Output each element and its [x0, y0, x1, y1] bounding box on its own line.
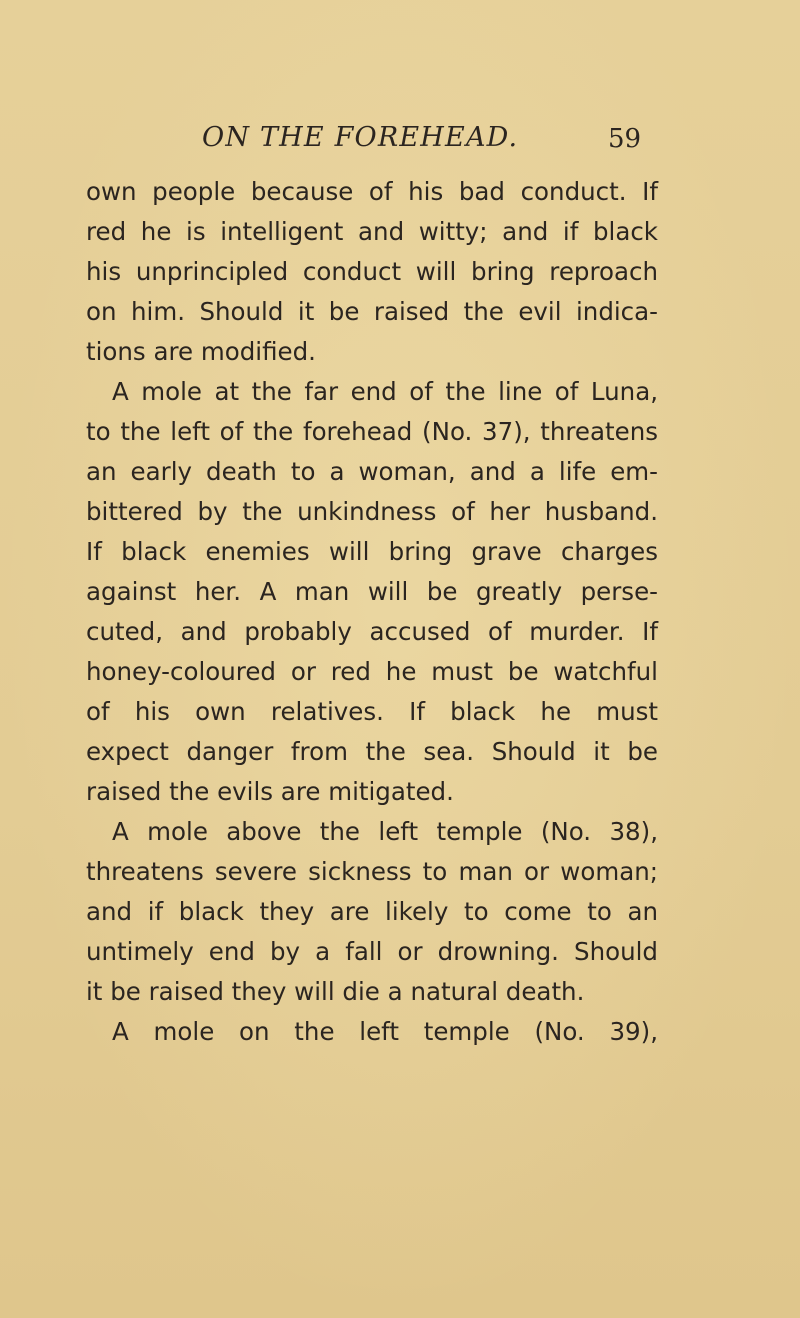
running-head	[0, 118, 800, 158]
page-number: 59	[608, 124, 642, 154]
running-head-title: ON THE FOREHEAD.	[202, 122, 519, 153]
text-line: an early death to a woman, and a life em-	[86, 457, 658, 486]
text-line: threatens severe sickness to man or woman;	[86, 857, 658, 886]
text-line: of his own relatives. If black he must	[86, 697, 658, 726]
text-line: raised the evils are mitigated.	[86, 777, 454, 806]
text-line: and if black they are likely to come to an	[86, 897, 658, 926]
text-line: tions are modified.	[86, 337, 316, 366]
text-line: bittered by the unkindness of her husband.	[86, 497, 658, 526]
text-line: If black enemies will bring grave charges	[86, 537, 658, 566]
text-line: expect danger from the sea. Should it be	[86, 737, 658, 766]
text-line: A mole on the left temple (No. 39),	[112, 1017, 658, 1046]
text-line: untimely end by a fall or drowning. Should	[86, 937, 658, 966]
text-line: own people because of his bad conduct. If	[86, 177, 658, 206]
text-line: his unprincipled conduct will bring reproach	[86, 257, 658, 286]
text-line: cuted, and probably accused of murder. If	[86, 617, 658, 646]
text-line: red he is intelligent and witty; and if black	[86, 217, 658, 246]
text-line: A mole above the left temple (No. 38),	[112, 817, 658, 846]
text-line: to the left of the forehead (No. 37), threatens	[86, 417, 658, 446]
text-line: against her. A man will be greatly perse-	[86, 577, 658, 606]
text-line: it be raised they will die a natural death.	[86, 977, 585, 1006]
body-text	[86, 172, 658, 1052]
text-line: A mole at the far end of the line of Luna,	[112, 377, 658, 406]
text-line: on him. Should it be raised the evil indica-	[86, 297, 658, 326]
text-line: honey-coloured or red he must be watchful	[86, 657, 658, 686]
